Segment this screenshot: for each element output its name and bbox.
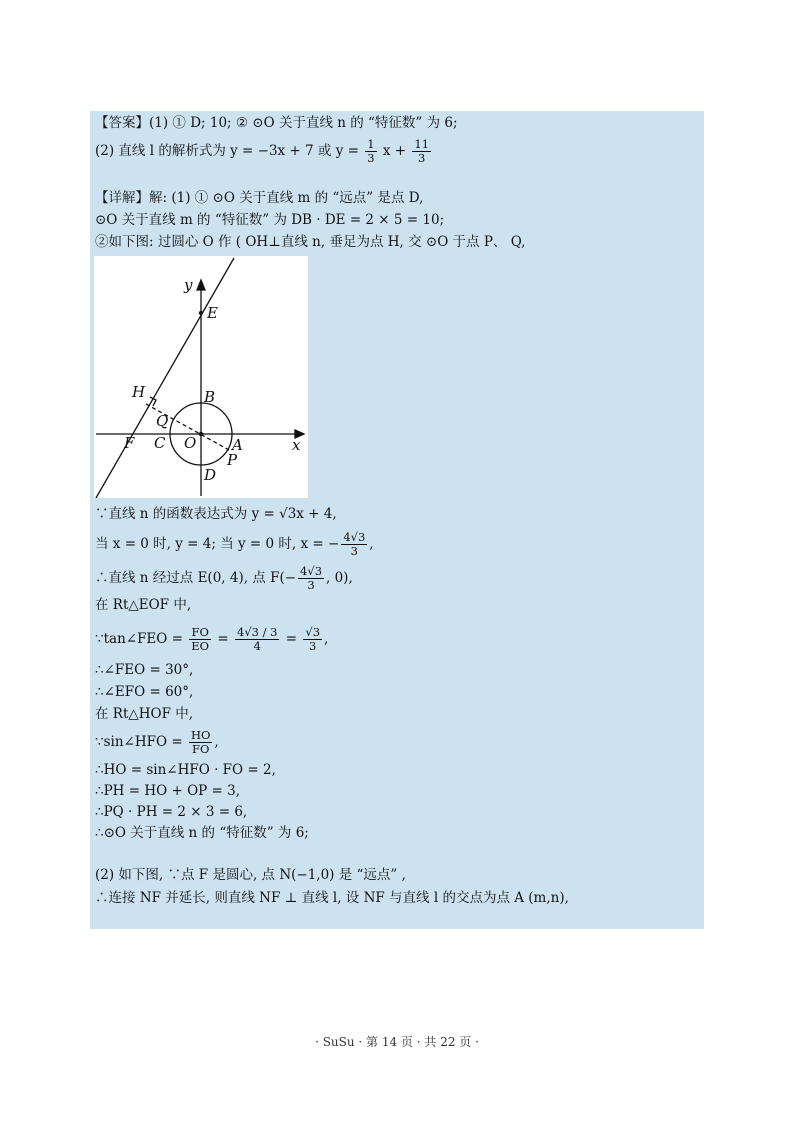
frac-den: 3 (350, 544, 358, 558)
point-e (199, 311, 203, 315)
frac-num: HO (190, 728, 211, 742)
solution-line-18: ∴连接 NF 并延长, 则直线 NF ⊥ 直线 l, 设 NF 与直线 l 的交点为点 A (m,n), (95, 890, 569, 906)
frac-den: 3 (309, 639, 317, 653)
solution-line-5-a: 当 x = 0 时, y = 4; 当 y = 0 时, x = − (95, 536, 340, 552)
fraction-4root3-over-3 (298, 565, 324, 592)
equals-sign: = (285, 631, 298, 647)
frac-num: √3 (305, 625, 321, 639)
solution-line-3: ②如下图: 过圆心 O 作 ( OH⊥直线 n, 垂足为点 H, 交 ⊙O 于点 P、 Q, (95, 234, 526, 250)
fraction-4root3-over-3 (341, 531, 367, 558)
fraction-root3-over-3 (303, 626, 322, 653)
label-c: C (154, 434, 166, 452)
solution-line-14: ∴PH = HO + OP = 3, (95, 783, 240, 799)
frac-num: 4√3 / 3 (237, 625, 278, 639)
frac-den: 4 (253, 639, 261, 653)
solution-line-5-b: , (369, 536, 374, 552)
fraction-fo-over-eo (189, 626, 211, 653)
label-e: E (207, 304, 218, 322)
geometry-diagram (94, 256, 308, 498)
label-b: B (204, 388, 216, 406)
label-x: x (292, 436, 301, 454)
solution-line-5 (95, 531, 374, 558)
solution-line-9: ∴∠FEO = 30°, (95, 662, 194, 678)
frac-num: 4√3 (300, 564, 323, 578)
frac-num: 4√3 (343, 530, 366, 544)
answer-line-2-mid: x + (382, 143, 407, 159)
solution-line-13: ∴HO = sin∠HFO · FO = 2, (95, 762, 276, 778)
solution-line-17: (2) 如下图, ∵点 F 是圆心, 点 N(−1,0) 是 “远点” , (95, 867, 406, 883)
frac-num: 11 (414, 137, 430, 151)
solution-line-4: ∵直线 n 的函数表达式为 y = √3x + 4, (95, 506, 337, 522)
fraction-eleven-thirds (412, 138, 431, 165)
solution-line-12 (95, 729, 219, 756)
label-a: A (232, 436, 243, 454)
solution-line-6 (95, 565, 353, 592)
solution-line-11: 在 Rt△HOF 中, (95, 706, 194, 722)
y-axis-arrow (197, 280, 205, 290)
solution-line-12-b: , (214, 734, 219, 750)
frac-den: 3 (367, 151, 375, 165)
fraction-one-third (365, 138, 376, 165)
solution-line-1: 【详解】解: (1) ① ⊙O 关于直线 m 的 “远点” 是点 D, (95, 190, 424, 206)
fraction-nested (235, 626, 279, 653)
solution-line-8 (95, 626, 328, 653)
solution-line-8-a: ∵tan∠FEO = (95, 631, 183, 647)
label-d: D (204, 466, 217, 484)
frac-num: 1 (367, 137, 375, 151)
solution-line-16: ∴⊙O 关于直线 n 的 “特征数” 为 6; (95, 825, 309, 841)
frac-den: EO (191, 639, 210, 653)
page-footer: · SuSu · 第 14 页 · 共 22 页 · (315, 1035, 479, 1049)
equals-sign: = (217, 631, 229, 647)
point-o (199, 432, 203, 436)
label-p: P (227, 451, 238, 469)
solution-line-10: ∴∠EFO = 60°, (95, 684, 194, 700)
solution-line-6-b: , 0), (326, 570, 353, 586)
frac-den: FO (191, 742, 210, 756)
frac-num: FO (189, 626, 211, 640)
answer-line-1: 【答案】(1) ① D; 10; ② ⊙O 关于直线 n 的 “特征数” 为 6; (95, 115, 458, 131)
label-f: F (124, 434, 135, 452)
solution-line-12-a: ∵sin∠HFO = (95, 734, 183, 750)
solution-line-8-b: , (324, 631, 329, 647)
label-y: y (184, 276, 193, 294)
fraction-ho-over-fo (189, 729, 212, 756)
solution-line-7: 在 Rt△EOF 中, (95, 597, 192, 613)
geometry-figure (94, 256, 308, 498)
solution-line-2: ⊙O 关于直线 m 的 “特征数” 为 DB · DE = 2 × 5 = 10; (95, 212, 445, 228)
answer-line-2-text: (2) 直线 l 的解析式为 y = −3x + 7 或 y = (95, 143, 359, 159)
frac-den: 3 (307, 578, 315, 592)
solution-line-15: ∴PQ · PH = 2 × 3 = 6, (95, 804, 248, 820)
answer-line-2 (95, 138, 433, 165)
label-o: O (184, 434, 197, 452)
frac-den: 3 (418, 151, 426, 165)
solution-line-6-a: ∴直线 n 经过点 E(0, 4), 点 F(− (95, 570, 297, 586)
label-q: Q (156, 412, 169, 430)
label-h: H (132, 383, 146, 401)
